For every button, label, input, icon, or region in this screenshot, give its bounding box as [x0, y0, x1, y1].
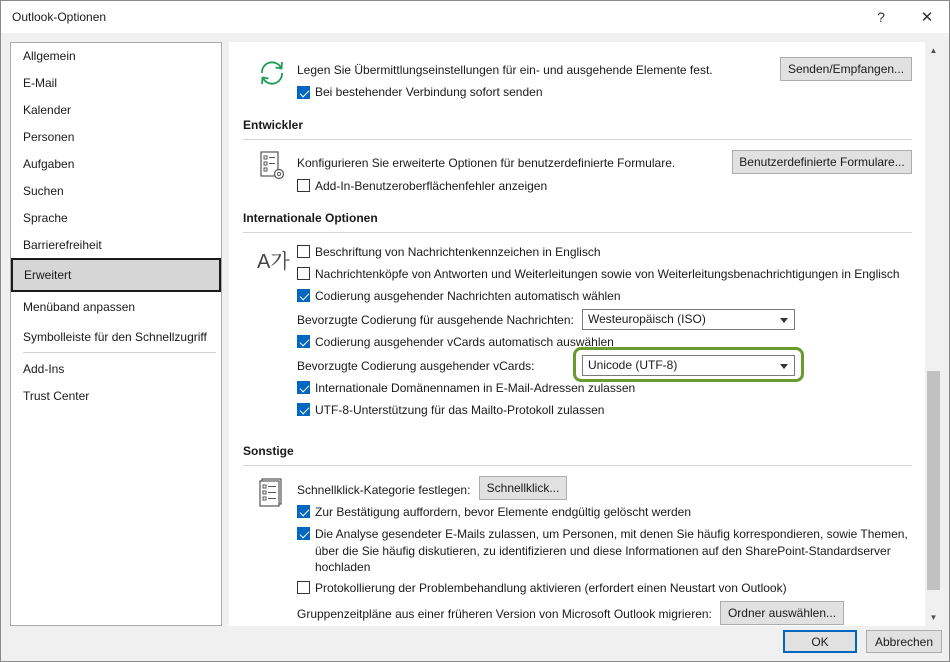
- addin-errors-label: Add-In-Benutzeroberflächenfehler anzeigen: [315, 179, 548, 193]
- sidebar-item-menueband[interactable]: Menüband anpassen: [23, 300, 136, 314]
- preferred-encoding-value: Westeuropäisch (ISO): [588, 312, 706, 326]
- utf8-mailto-label: UTF-8-Unterstützung für das Mailto-Protokoll zulassen: [315, 403, 605, 417]
- preferred-vcard-value: Unicode (UTF-8): [588, 358, 678, 372]
- migrate-schedules-label: Gruppenzeitpläne aus einer früheren Version von Microsoft Outlook migrieren:: [297, 607, 712, 621]
- form-settings-icon: [258, 150, 288, 182]
- select-folder-button[interactable]: Ordner auswählen...: [720, 601, 844, 625]
- send-immediately-label: Bei bestehender Verbindung sofort senden: [315, 85, 543, 99]
- confirm-delete-checkbox[interactable]: [297, 505, 310, 518]
- email-analysis-label-line2: über die Sie häufig diskutieren, zu identifizieren und diese Informationen auf den SharePoint-Standardserver: [315, 544, 891, 558]
- sidebar-item-schnellzugriff[interactable]: Symbolleiste für den Schnellzugriff: [23, 330, 207, 344]
- headers-english-label: Nachrichtenköpfe von Antworten und Weiterleitungen sowie von Weiterleitungsbenachrichtigungen in Englisch: [315, 267, 900, 281]
- confirm-delete-label: Zur Bestätigung auffordern, bevor Elemente endgültig gelöscht werden: [315, 505, 692, 519]
- sidebar-item-aufgaben[interactable]: Aufgaben: [23, 157, 75, 171]
- ok-button[interactable]: OK: [783, 630, 857, 653]
- chevron-down-icon: [780, 318, 788, 323]
- developer-divider: [243, 139, 912, 140]
- sync-icon: [256, 57, 288, 89]
- email-analysis-label-line3: hochladen: [315, 560, 371, 574]
- send-immediately-checkbox[interactable]: [297, 86, 310, 99]
- title-bar: [1, 1, 949, 33]
- window-title: Outlook-Optionen: [12, 10, 107, 24]
- help-button[interactable]: ?: [877, 9, 885, 25]
- scroll-down-icon[interactable]: ▼: [929, 613, 938, 622]
- utf8-mailto-checkbox[interactable]: [297, 403, 310, 416]
- international-divider: [243, 232, 912, 233]
- custom-forms-button[interactable]: Benutzerdefinierte Formulare...: [732, 150, 912, 174]
- quickclick-button[interactable]: Schnellklick...: [479, 476, 567, 500]
- sidebar-item-personen[interactable]: Personen: [23, 130, 75, 144]
- sidebar-item-suchen[interactable]: Suchen: [23, 184, 64, 198]
- other-divider: [243, 465, 912, 466]
- troubleshoot-logging-checkbox[interactable]: [297, 581, 310, 594]
- other-heading: Sonstige: [243, 444, 294, 458]
- headers-english-checkbox[interactable]: [297, 267, 310, 280]
- sidebar-item-barrierefreiheit[interactable]: Barrierefreiheit: [23, 238, 102, 252]
- auto-vcard-checkbox[interactable]: [297, 335, 310, 348]
- advanced-options-panel: [229, 42, 942, 626]
- cancel-button[interactable]: Abbrechen: [866, 630, 942, 653]
- sidebar-item-trust-center[interactable]: Trust Center: [23, 389, 90, 403]
- idn-checkbox[interactable]: [297, 381, 310, 394]
- sidebar-item-erweitert[interactable]: Erweitert: [11, 258, 221, 292]
- troubleshoot-logging-label: Protokollierung der Problembehandlung aktivieren (erfordert einen Neustart von Outlook): [315, 581, 787, 595]
- send-receive-description: Legen Sie Übermittlungseinstellungen für ein- und ausgehende Elemente fest.: [297, 63, 713, 77]
- email-analysis-label-line1: Die Analyse gesendeter E-Mails zulassen, um Personen, mit denen Sie häufig korrespondieren, sowie Themen,: [315, 527, 908, 541]
- sidebar-item-sprache[interactable]: Sprache: [23, 211, 68, 225]
- international-heading: Internationale Optionen: [243, 211, 378, 225]
- sidebar-item-addins[interactable]: Add-Ins: [23, 362, 65, 376]
- addin-errors-checkbox[interactable]: [297, 179, 310, 192]
- scroll-up-icon[interactable]: ▲: [929, 46, 938, 55]
- category-list-icon: [258, 477, 286, 507]
- language-icon: A가: [257, 251, 290, 273]
- developer-heading: Entwickler: [243, 118, 304, 132]
- preferred-encoding-label: Bevorzugte Codierung für ausgehende Nachrichten:: [297, 313, 574, 327]
- email-analysis-checkbox[interactable]: [297, 527, 310, 540]
- auto-vcard-label: Codierung ausgehender vCards automatisch auswählen: [315, 335, 614, 349]
- sidebar-item-allgemein[interactable]: Allgemein: [23, 49, 76, 63]
- close-button[interactable]: ✕: [920, 9, 934, 26]
- flag-english-checkbox[interactable]: [297, 245, 310, 258]
- sidebar-item-email[interactable]: E-Mail: [23, 76, 58, 90]
- developer-description: Konfigurieren Sie erweiterte Optionen für benutzerdefinierte Formulare.: [297, 156, 676, 170]
- send-receive-button[interactable]: Senden/Empfangen...: [780, 57, 912, 81]
- content-scrollbar[interactable]: [925, 42, 942, 626]
- preferred-vcard-select[interactable]: [582, 355, 795, 376]
- auto-encoding-label: Codierung ausgehender Nachrichten automatisch wählen: [315, 289, 621, 303]
- category-sidebar: [10, 42, 222, 626]
- auto-encoding-checkbox[interactable]: [297, 289, 310, 302]
- sidebar-item-kalender[interactable]: Kalender: [23, 103, 72, 117]
- preferred-encoding-select[interactable]: [582, 309, 795, 330]
- quickclick-label: Schnellklick-Kategorie festlegen:: [297, 483, 471, 497]
- sidebar-divider: [23, 352, 216, 353]
- preferred-vcard-label: Bevorzugte Codierung ausgehender vCards:: [297, 359, 535, 373]
- chevron-down-icon: [780, 364, 788, 369]
- scroll-thumb[interactable]: [927, 371, 940, 590]
- idn-label: Internationale Domänennamen in E-Mail-Adressen zulassen: [315, 381, 636, 395]
- flag-english-label: Beschriftung von Nachrichtenkennzeichen in Englisch: [315, 245, 601, 259]
